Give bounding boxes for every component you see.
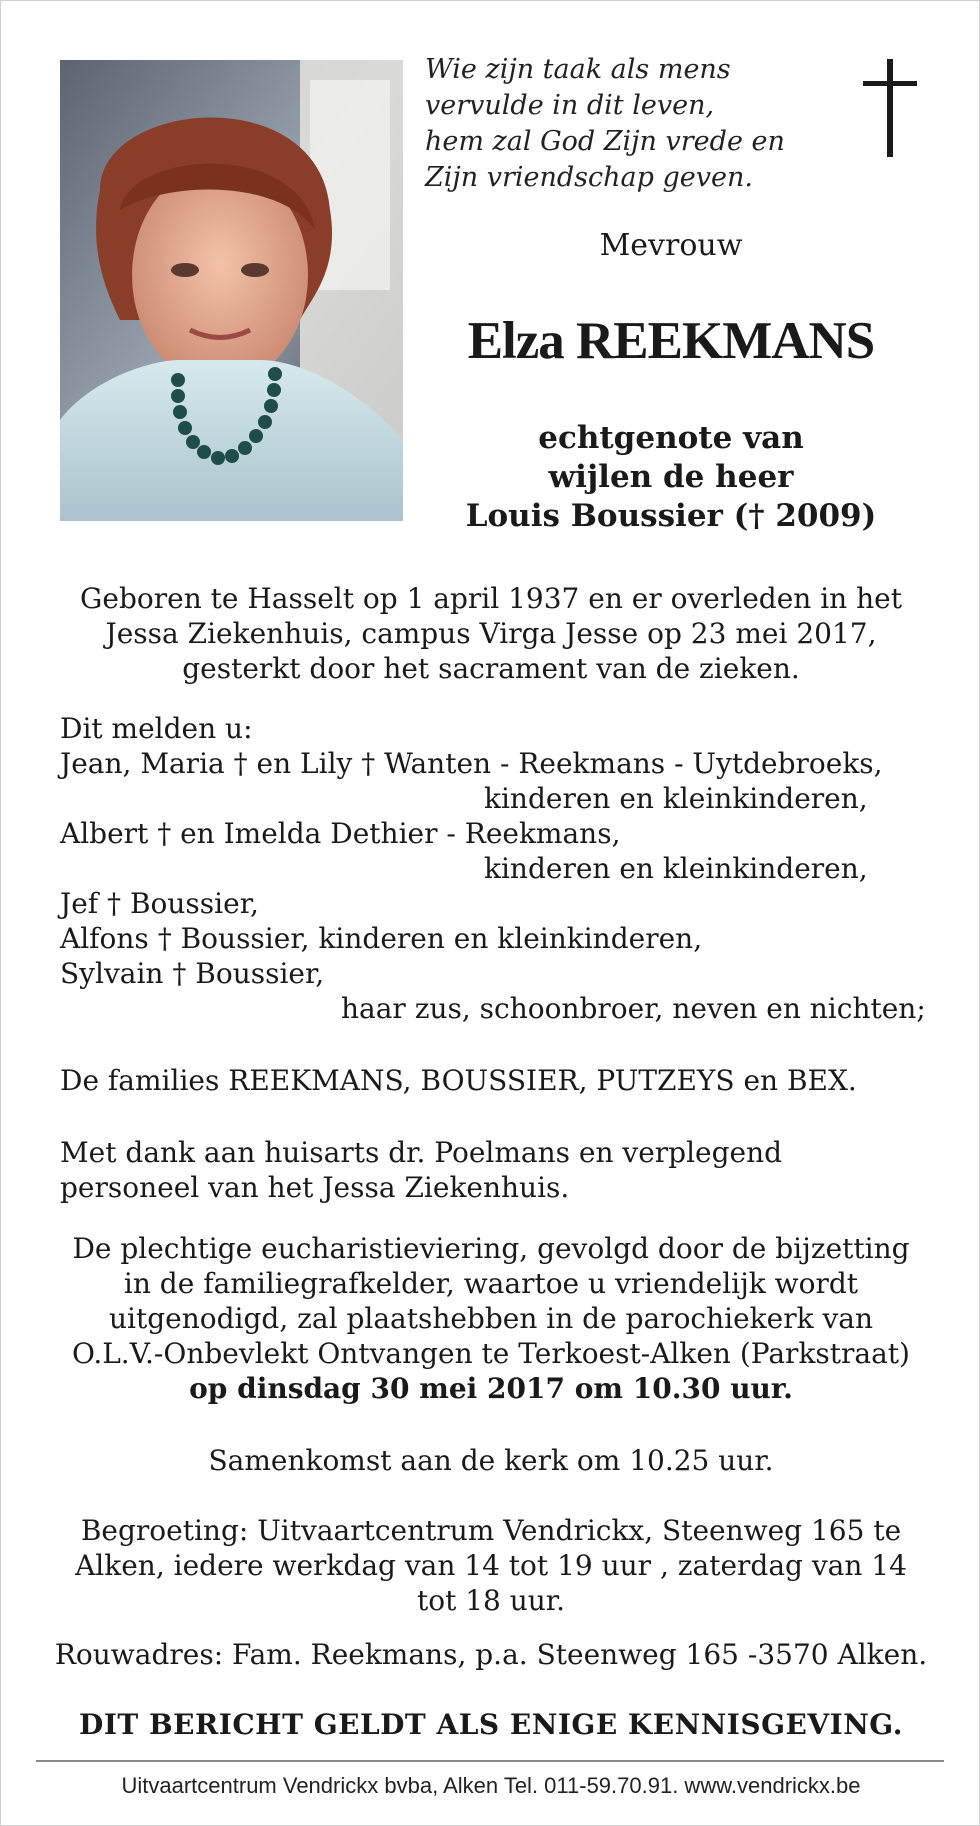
text-line: Met dank aan huisarts dr. Poelmans en verplegend bbox=[60, 1136, 783, 1169]
spouse-line: Louis Boussier († 2009) bbox=[465, 498, 877, 534]
spouse-line: wijlen de heer bbox=[548, 459, 794, 495]
text-line: uitgenodigd, zal plaatshebben in de parochiekerk van bbox=[108, 1302, 873, 1335]
text-line: Alken, iedere werkdag van 14 tot 19 uur , zaterdag van 14 bbox=[75, 1549, 907, 1582]
family-line: Albert † en Imelda Dethier - Reekmans, bbox=[60, 817, 621, 850]
family-line: Jean, Maria † en Lily † Wanten - Reekmans - Uytdebroeks, bbox=[60, 747, 883, 780]
mourning-address: Rouwadres: Fam. Reekmans, p.a. Steenweg 165 -3570 Alken. bbox=[54, 1638, 928, 1671]
portrait-photo-image bbox=[60, 60, 403, 521]
poem-line: Zijn vriendschap geven. bbox=[425, 162, 753, 193]
footer-divider bbox=[36, 1760, 944, 1762]
poem bbox=[425, 52, 805, 196]
poem-line: hem zal God Zijn vrede en bbox=[425, 126, 785, 157]
text-line: gesterkt door het sacrament van de zieken. bbox=[182, 652, 800, 685]
text-line: in de familiegrafkelder, waartoe u vriendelijk wordt bbox=[123, 1267, 859, 1300]
notice-statement: DIT BERICHT GELDT ALS ENIGE KENNISGEVING. bbox=[79, 1708, 903, 1741]
text-line: Geboren te Hasselt op 1 april 1937 en er overleden in het bbox=[80, 582, 902, 615]
funeral-home-footer: Uitvaartcentrum Vendrickx bvba, Alken Tel. 011-59.70.91. www.vendrickx.be bbox=[121, 1773, 861, 1798]
text-line: tot 18 uur. bbox=[416, 1584, 566, 1617]
family-line: Sylvain † Boussier, bbox=[60, 957, 325, 990]
ceremony-date: op dinsdag 30 mei 2017 om 10.30 uur. bbox=[189, 1372, 793, 1405]
family-line: kinderen en kleinkinderen, bbox=[484, 782, 868, 815]
family-line: Jef † Boussier, bbox=[60, 887, 259, 920]
family-intro: Dit melden u: bbox=[60, 712, 253, 745]
text-line: O.L.V.-Onbevlekt Ontvangen te Terkoest-Alken (Parkstraat) bbox=[72, 1337, 910, 1370]
portrait-photo bbox=[60, 60, 403, 521]
spouse-info bbox=[421, 419, 921, 536]
family-line: Alfons † Boussier, kinderen en kleinkinderen, bbox=[60, 922, 703, 955]
text-line: Begroeting: Uitvaartcentrum Vendrickx, Steenweg 165 te bbox=[80, 1514, 902, 1547]
thanks bbox=[60, 1135, 940, 1205]
gathering-info: Samenkomst aan de kerk om 10.25 uur. bbox=[208, 1444, 774, 1477]
family-line: kinderen en kleinkinderen, bbox=[484, 852, 868, 885]
salutation: Mevrouw bbox=[599, 228, 743, 263]
text-line: personeel van het Jessa Ziekenhuis. bbox=[60, 1171, 570, 1204]
spouse-line: echtgenote van bbox=[538, 420, 804, 456]
visitation-info bbox=[41, 1513, 941, 1618]
poem-line: vervulde in dit leven, bbox=[425, 90, 715, 121]
families-line: De families REEKMANS, BOUSSIER, PUTZEYS en BEX. bbox=[60, 1064, 857, 1097]
ceremony-info bbox=[41, 1231, 941, 1406]
birth-death-info bbox=[41, 581, 941, 686]
deceased-name: Elza REEKMANS bbox=[467, 312, 875, 370]
cross-icon bbox=[857, 59, 927, 159]
text-line: De plechtige eucharistieviering, gevolgd door de bijzetting bbox=[72, 1232, 910, 1265]
text-line: Jessa Ziekenhuis, campus Virga Jesse op 23 mei 2017, bbox=[105, 617, 877, 650]
family-line: haar zus, schoonbroer, neven en nichten; bbox=[341, 992, 926, 1025]
family-list bbox=[60, 711, 940, 1026]
poem-line: Wie zijn taak als mens bbox=[425, 54, 731, 85]
